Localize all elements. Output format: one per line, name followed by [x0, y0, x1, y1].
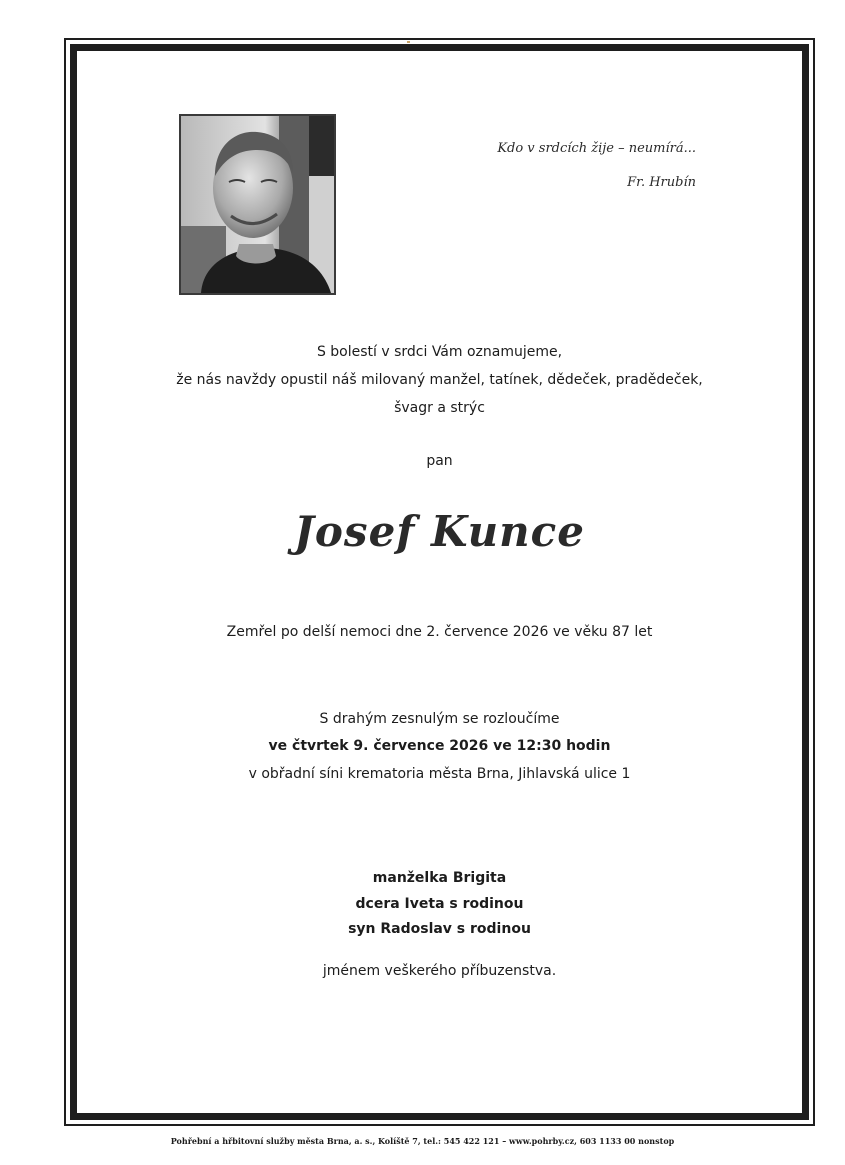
- footer-funeral-service: Pohřební a hřbitovní služby města Brna, a. s., Kolíště 7, tel.: 545 422 121 – www.pohrby.cz, 603 1133 00 nonstop: [170, 1136, 675, 1146]
- mourner-3: syn Radoslav s rodinou: [348, 921, 531, 937]
- honorific: pan: [426, 453, 453, 469]
- mourners-closing: jménem veškerého příbuzenstva.: [322, 963, 557, 979]
- farewell-intro: S drahým zesnulým se rozloučíme: [319, 711, 560, 727]
- paper-speck: [407, 41, 410, 43]
- quote-author: Fr. Hrubín: [627, 175, 696, 190]
- mourner-1: manželka Brigita: [372, 870, 507, 886]
- announcement-line-3: švagr a strýc: [394, 400, 485, 416]
- announcement-line-2: že nás navždy opustil náš milovaný manžel, tatínek, dědeček, pradědeček,: [176, 372, 703, 388]
- deceased-name: Josef Kunce: [294, 507, 585, 556]
- quote-text: Kdo v srdcích žije – neumírá...: [497, 141, 696, 156]
- death-notice: Zemřel po delší nemoci dne 2. července 2026 ve věku 87 let: [226, 624, 653, 640]
- farewell-place: v obřadní síni krematoria města Brna, Jihlavská ulice 1: [248, 766, 631, 782]
- farewell-datetime: ve čtvrtek 9. července 2026 ve 12:30 hodin: [268, 738, 611, 754]
- announcement-line-1: S bolestí v srdci Vám oznamujeme,: [316, 344, 563, 360]
- portrait-photo: [179, 114, 336, 295]
- mourner-2: dcera Iveta s rodinou: [355, 896, 524, 912]
